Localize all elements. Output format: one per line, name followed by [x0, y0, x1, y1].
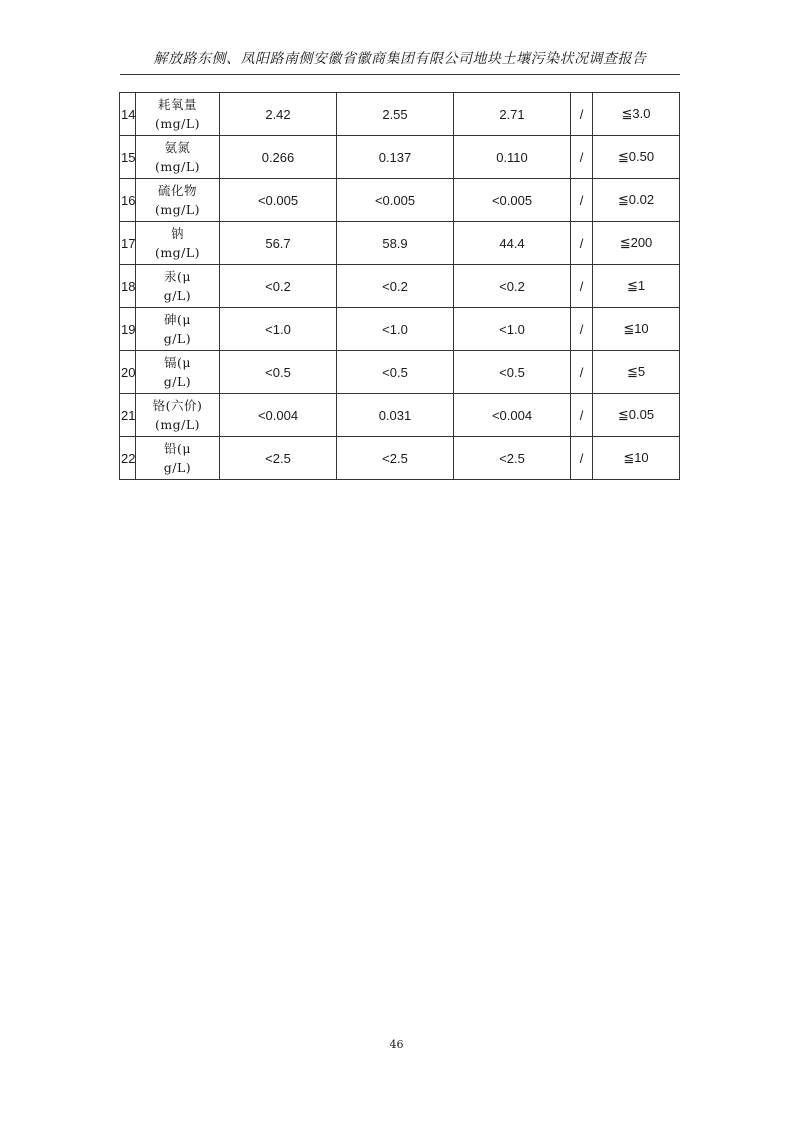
value-cell-4: /: [571, 136, 593, 179]
parameter-unit: g/L): [163, 331, 192, 346]
value-cell-1: <0.005: [220, 179, 337, 222]
parameter-name: 铅(μ: [163, 441, 191, 456]
value-cell-2: <1.0: [337, 308, 454, 351]
value-cell-2: 0.137: [337, 136, 454, 179]
table-row: [120, 308, 680, 351]
row-number-text: 17: [121, 235, 136, 251]
value-cell-4: /: [571, 179, 593, 222]
parameter-cell: [136, 265, 220, 308]
table-row: [120, 394, 680, 437]
row-number-text: 18: [121, 278, 136, 294]
parameter-name: 汞(μ: [163, 269, 191, 284]
page-header-title: 解放路东侧、凤阳路南侧安徽省徽商集团有限公司地块土壤污染状况调查报告: [153, 51, 647, 67]
value-cell-4: /: [571, 351, 593, 394]
value-cell-1: 2.42: [220, 93, 337, 136]
limit-cell: ≦5: [593, 351, 680, 394]
row-number-text: 20: [121, 364, 136, 380]
value-cell-3: 0.110: [454, 136, 571, 179]
parameter-cell: [136, 179, 220, 222]
header-divider: [120, 74, 680, 75]
row-number: [120, 222, 136, 265]
row-number: [120, 308, 136, 351]
parameter-name: 耗氧量: [157, 97, 197, 112]
value-cell-3: 2.71: [454, 93, 571, 136]
table-row: [120, 93, 680, 136]
row-number-text: 16: [121, 192, 136, 208]
row-number-text: 14: [121, 106, 136, 122]
groundwater-results-table: [119, 92, 680, 480]
value-cell-1: <0.2: [220, 265, 337, 308]
value-cell-2: <0.2: [337, 265, 454, 308]
parameter-unit: (mg/L): [154, 417, 201, 432]
limit-cell: ≦1: [593, 265, 680, 308]
limit-cell: ≦0.02: [593, 179, 680, 222]
value-cell-4: /: [571, 437, 593, 480]
parameter-name: 硫化物: [157, 183, 197, 198]
parameter-unit: g/L): [163, 460, 192, 475]
parameter-name: 镉(μ: [163, 355, 191, 370]
parameter-cell: [136, 394, 220, 437]
table-row: [120, 437, 680, 480]
value-cell-2: <0.5: [337, 351, 454, 394]
parameter-unit: (mg/L): [154, 116, 201, 131]
row-number: [120, 179, 136, 222]
row-number-text: 21: [121, 407, 136, 423]
value-cell-4: /: [571, 394, 593, 437]
parameter-cell: [136, 437, 220, 480]
parameter-name: 砷(μ: [163, 312, 191, 327]
value-cell-3: <0.5: [454, 351, 571, 394]
parameter-cell: [136, 93, 220, 136]
table-body: [120, 93, 680, 480]
parameter-unit: (mg/L): [154, 245, 201, 260]
value-cell-3: <0.004: [454, 394, 571, 437]
value-cell-4: /: [571, 222, 593, 265]
limit-cell: ≦10: [593, 437, 680, 480]
parameter-unit: g/L): [163, 374, 192, 389]
value-cell-1: 0.266: [220, 136, 337, 179]
row-number: [120, 394, 136, 437]
table-row: [120, 265, 680, 308]
value-cell-1: 56.7: [220, 222, 337, 265]
table-row: [120, 136, 680, 179]
value-cell-3: <0.2: [454, 265, 571, 308]
parameter-cell: [136, 351, 220, 394]
table-row: [120, 351, 680, 394]
row-number-text: 22: [121, 450, 136, 466]
limit-cell: ≦0.50: [593, 136, 680, 179]
parameter-unit: (mg/L): [154, 202, 201, 217]
row-number-text: 19: [121, 321, 136, 337]
limit-cell: ≦0.05: [593, 394, 680, 437]
parameter-cell: [136, 222, 220, 265]
parameter-name: 铬(六价): [152, 398, 203, 413]
value-cell-1: <1.0: [220, 308, 337, 351]
row-number: [120, 93, 136, 136]
parameter-cell: [136, 308, 220, 351]
value-cell-2: 2.55: [337, 93, 454, 136]
row-number: [120, 136, 136, 179]
value-cell-4: /: [571, 93, 593, 136]
value-cell-2: <2.5: [337, 437, 454, 480]
value-cell-3: <2.5: [454, 437, 571, 480]
value-cell-3: <1.0: [454, 308, 571, 351]
limit-cell: ≦200: [593, 222, 680, 265]
value-cell-1: <0.004: [220, 394, 337, 437]
value-cell-1: <0.5: [220, 351, 337, 394]
value-cell-2: 58.9: [337, 222, 454, 265]
table-row: [120, 179, 680, 222]
row-number: [120, 351, 136, 394]
parameter-cell: [136, 136, 220, 179]
value-cell-2: 0.031: [337, 394, 454, 437]
value-cell-4: /: [571, 308, 593, 351]
page-number: 46: [389, 1038, 404, 1051]
value-cell-3: <0.005: [454, 179, 571, 222]
value-cell-2: <0.005: [337, 179, 454, 222]
parameter-name: 钠: [170, 226, 184, 241]
parameter-unit: g/L): [163, 288, 192, 303]
row-number: [120, 265, 136, 308]
row-number: [120, 437, 136, 480]
parameter-unit: (mg/L): [154, 159, 201, 174]
limit-cell: ≦10: [593, 308, 680, 351]
limit-cell: ≦3.0: [593, 93, 680, 136]
value-cell-1: <2.5: [220, 437, 337, 480]
value-cell-3: 44.4: [454, 222, 571, 265]
row-number-text: 15: [121, 149, 136, 165]
table-row: [120, 222, 680, 265]
parameter-name: 氨氮: [164, 140, 191, 155]
value-cell-4: /: [571, 265, 593, 308]
